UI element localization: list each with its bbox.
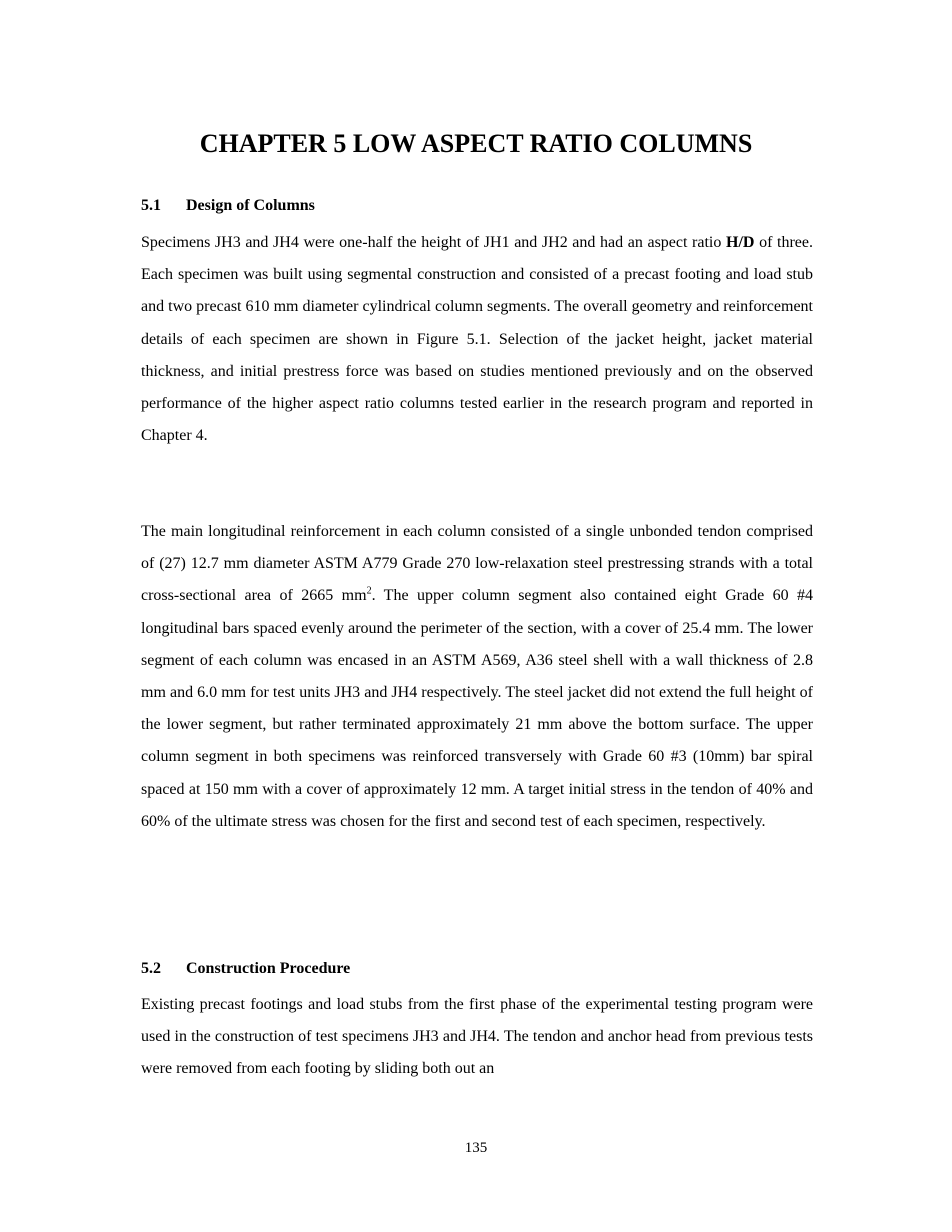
section-number: 5.1 (141, 197, 161, 214)
paragraph-text: The main longitudinal reinforcement in each column consisted of a single unbonded tendon comprised of (27) 12.7 mm diameter ASTM A779 Grade 270 low-relaxation steel prestressing strands with a total cross-sectional area of 2665 mm (141, 523, 813, 605)
paragraph-reinforcement (141, 516, 813, 838)
chapter-title: CHAPTER 5 LOW ASPECT RATIO COLUMNS (199, 129, 753, 158)
paragraph-construction: Existing precast footings and load stubs from the first phase of the experimental testing program were used in the construction of test specimens JH3 and JH4. The tendon and anchor head from previous tests were removed from each footing by sliding both out an (141, 996, 813, 1078)
aspect-ratio-term: H/D (726, 234, 755, 251)
superscript: 2 (366, 586, 372, 598)
page-number: 135 (464, 1140, 488, 1156)
section-title: Design of Columns (186, 197, 315, 214)
paragraph-text: Specimens JH3 and JH4 were one-half the height of JH1 and JH2 and had an aspect ratio (141, 234, 726, 251)
paragraph-text: . The upper column segment also contained eight Grade 60 #4 longitudinal bars spaced evenly around the perimeter of the section, with a cover of 25.4 mm. The lower segment of each column was encased in an ASTM A569, A36 steel shell with a wall thickness of 2.8 mm and 6.0 mm for test units JH3 and JH4 respectively. The steel jacket did not extend the full height of the lower segment, but rather terminated approximately 21 mm above the bottom surface. The upper column segment in both specimens was reinforced transversely with Grade 60 #3 (10mm) bar spiral spaced at 150 mm with a cover of approximately 12 mm. A target initial stress in the tendon of 40% and 60% of the ultimate stress was chosen for the first and second test of each specimen, respectively. (141, 587, 813, 830)
paragraph-design-intro (141, 227, 813, 452)
section-heading-5-2 (141, 959, 350, 979)
paragraph-text: of three. Each specimen was built using segmental construction and consisted of a precast footing and load stub and two precast 610 mm diameter cylindrical column segments. The overall geometry and reinforcement details of each specimen are shown in Figure 5.1. Selection of the jacket height, jacket material thickness, and initial prestress force was based on studies mentioned previously and on the observed performance of the higher aspect ratio columns tested earlier in the research program and reported in Chapter 4. (141, 234, 813, 445)
section-title: Construction Procedure (186, 960, 351, 977)
section-heading-5-1 (141, 196, 315, 216)
section-number: 5.2 (141, 960, 161, 977)
